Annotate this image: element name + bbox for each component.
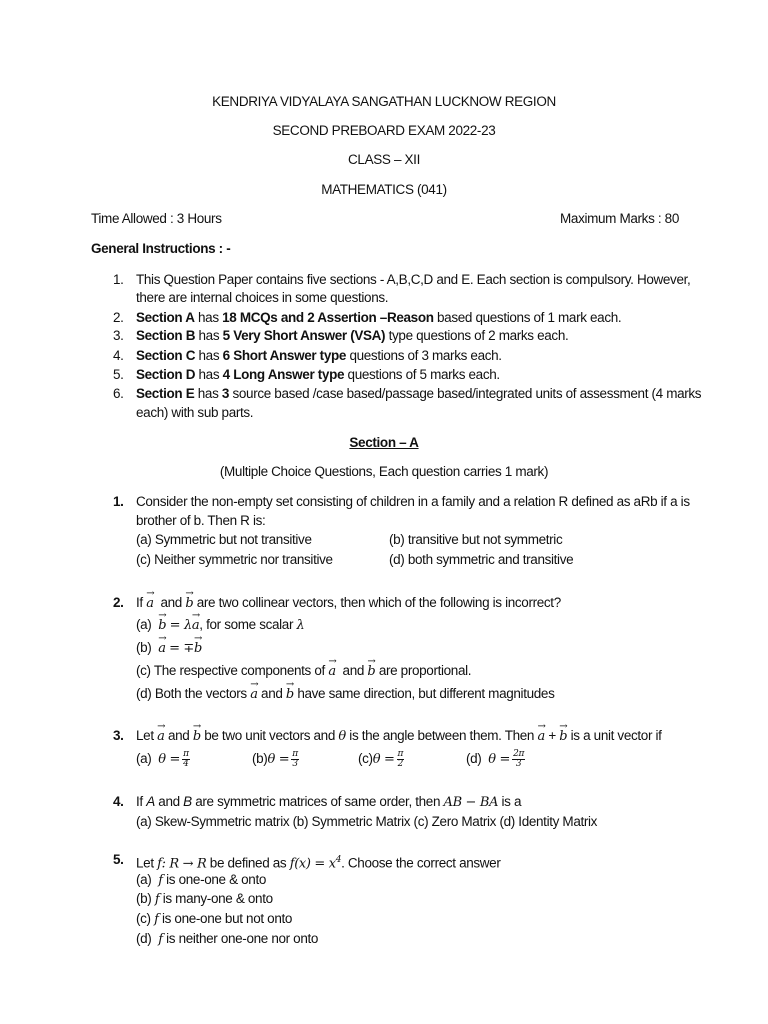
question-text: If → a and → b are two collinear vectors, then which of the following is incorrect? [136, 595, 561, 612]
option-c: (c) f is one-one but not onto [136, 911, 293, 927]
question-number: 1. [113, 494, 124, 509]
option-b: (b) → a = ∓→ b [136, 640, 202, 657]
instruction-number: 5. [113, 367, 124, 382]
org-title: KENDRIYA VIDYALAYA SANGATHAN LUCKNOW REGION [212, 94, 556, 109]
instruction-text: This Question Paper contains five sections - A,B,C,D and E. Each section is compulsory. However, [136, 272, 691, 287]
instruction-number: 6. [113, 386, 124, 401]
instruction-text: Section C has 6 Short Answer type questions of 3 marks each. [136, 348, 502, 363]
question-number: 4. [113, 794, 124, 809]
question-text: Consider the non-empty set consisting of children in a family and a relation R defined as aRb if a is [136, 494, 690, 509]
instruction-number: 2. [113, 310, 124, 325]
instruction-text: Section D has 4 Long Answer type questions of 5 marks each. [136, 367, 500, 382]
instructions-title: General Instructions : - [91, 241, 231, 256]
question-number: 3. [113, 728, 124, 743]
option-c: (c) Neither symmetric nor transitive [136, 552, 333, 567]
option-a: (a) → b = λ→ a, for some scalar λ [136, 617, 304, 634]
instruction-text: there are internal choices in some questions. [136, 290, 389, 305]
time-allowed: Time Allowed : 3 Hours [91, 211, 222, 226]
option-b: (b) transitive but not symmetric [389, 532, 563, 547]
option-c: (c)θ = $\frac{\pi}{2}$ [358, 749, 404, 769]
instruction-number: 4. [113, 348, 124, 363]
option-b: (b)θ = $\frac{\pi}{3}$ [252, 749, 298, 769]
option-d: (d) both symmetric and transitive [389, 552, 574, 567]
instruction-text: each) with sub parts. [136, 405, 254, 420]
question-text: brother of b. Then R is: [136, 513, 266, 528]
question-number: 2. [113, 595, 124, 610]
class-title: CLASS – XII [348, 152, 420, 167]
subject-title: MATHEMATICS (041) [321, 182, 447, 197]
section-title: Section – A [349, 435, 419, 450]
maximum-marks: Maximum Marks : 80 [560, 211, 679, 226]
option-d: (d) f is neither one-one nor onto [136, 931, 319, 947]
instruction-number: 1. [113, 272, 124, 287]
instruction-text: Section E has 3 source based /case based/passage based/integrated units of assessment (4 marks [136, 386, 702, 401]
option-a: (a) f is one-one & onto [136, 872, 267, 888]
question-text: If A and B are symmetric matrices of same order, then AB − BA is a [136, 794, 522, 810]
option-c: (c) The respective components of → a and → b are proportional. [136, 663, 471, 680]
question-number: 5. [113, 852, 124, 867]
instruction-text: Section A has 18 MCQs and 2 Assertion –Reason based questions of 1 mark each. [136, 310, 622, 325]
question-text: Let f: R → R be defined as $f(x) = x^4$. Choose the correct answer [136, 855, 501, 872]
option-d: (d) θ = $\frac{2\pi}{3}$ [466, 749, 525, 769]
option-a: (a) Symmetric but not transitive [136, 532, 312, 547]
exam-title: SECOND PREBOARD EXAM 2022-23 [272, 123, 496, 138]
option-d: (d) Both the vectors → a and → b have same direction, but different magnitudes [136, 686, 554, 703]
section-subtitle: (Multiple Choice Questions, Each question carries 1 mark) [219, 464, 549, 479]
option-a: (a) θ = $\frac{\pi}{4}$ [136, 749, 189, 769]
instruction-text: Section B has 5 Very Short Answer (VSA) type questions of 2 marks each. [136, 328, 569, 343]
option-b: (b) f is many-one & onto [136, 891, 273, 907]
question-text: Let → a and → b be two unit vectors and θ is the angle between them. Then → a + → b is a unit vector if [136, 728, 662, 745]
instruction-number: 3. [113, 328, 124, 343]
question-options: (a) Skew-Symmetric matrix (b) Symmetric Matrix (c) Zero Matrix (d) Identity Matrix [136, 814, 598, 829]
